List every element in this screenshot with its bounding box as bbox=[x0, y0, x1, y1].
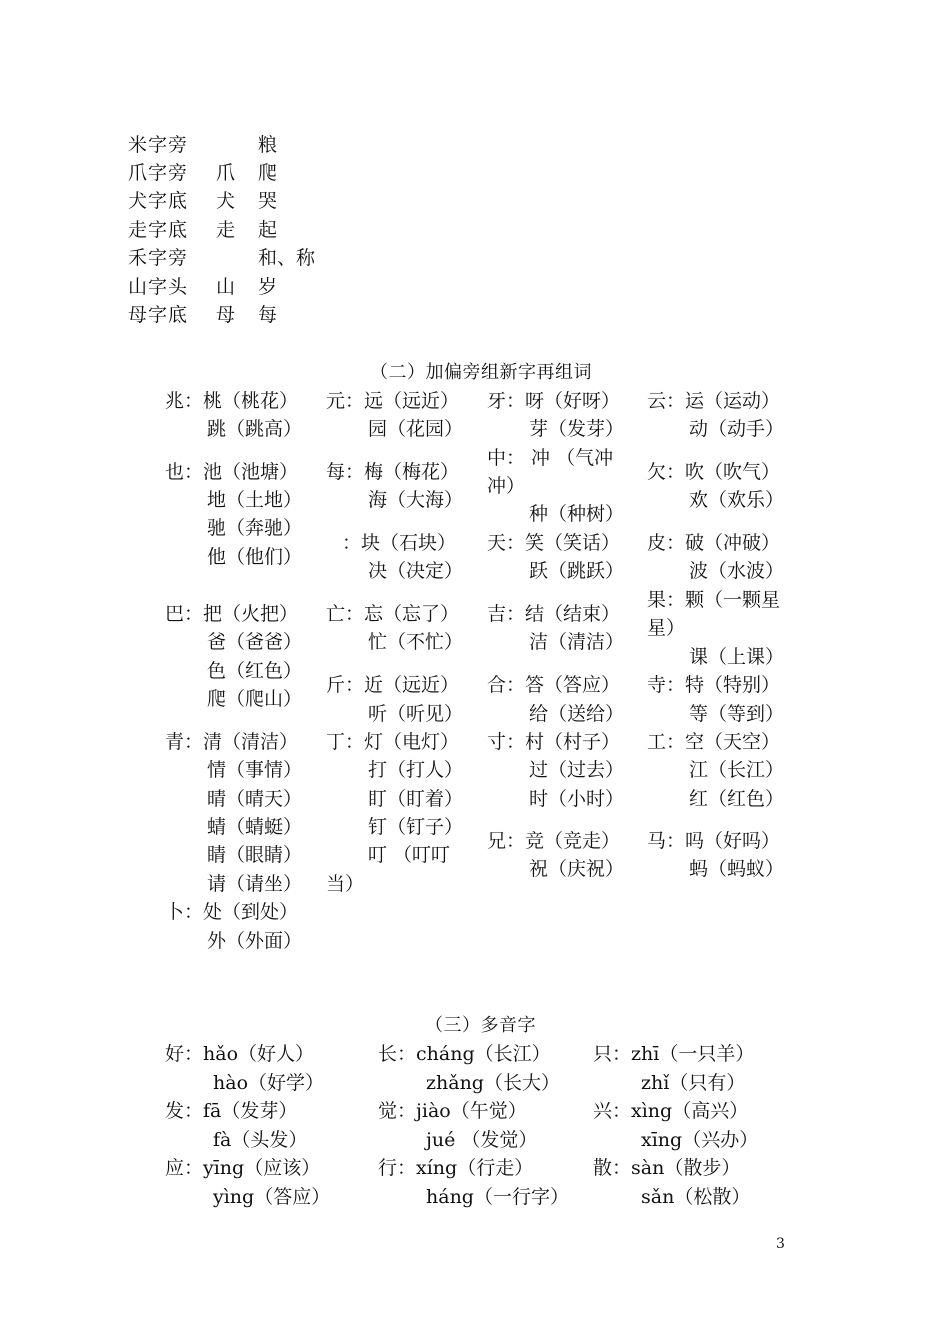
radical-name: 山字头 bbox=[128, 276, 189, 298]
word-entry: 元：远（远近） bbox=[326, 390, 460, 412]
word-entry: 给（送给） bbox=[529, 703, 625, 725]
word-entry: 冲） bbox=[487, 475, 526, 497]
word-entry: 爸（爸爸） bbox=[207, 631, 303, 653]
pinyin-entry: 长：cháng（长江） bbox=[378, 1043, 551, 1065]
word-entry: 寺：特（特别） bbox=[647, 674, 781, 696]
radical-chars: 哭 bbox=[258, 190, 278, 212]
page-number: 3 bbox=[776, 1236, 785, 1252]
word-entry: 决（决定） bbox=[368, 560, 464, 582]
pinyin-entry: 行：xíng（行走） bbox=[378, 1157, 534, 1179]
pinyin-entry: 发：fā（发芽） bbox=[165, 1100, 298, 1122]
word-entry: 兄：竞（竞走） bbox=[487, 830, 621, 852]
radical-chars: 岁 bbox=[258, 276, 278, 298]
radical-example: 走 bbox=[216, 219, 236, 241]
word-entry: 兆：桃（桃花） bbox=[165, 390, 299, 412]
pinyin-entry: xīng（兴办） bbox=[641, 1129, 759, 1151]
word-entry: 卜：处（到处） bbox=[165, 901, 299, 923]
word-entry: 叮 （叮叮 bbox=[368, 844, 451, 866]
word-entry: 蚂（蚂蚁） bbox=[689, 858, 785, 880]
word-entry: 每：梅（梅花） bbox=[326, 461, 460, 483]
radical-example: 犬 bbox=[216, 190, 236, 212]
word-entry: 牙：呀（好呀） bbox=[487, 390, 621, 412]
word-entry: 洁（清洁） bbox=[529, 631, 625, 653]
radical-example: 山 bbox=[216, 276, 236, 298]
pinyin-entry: 好：hǎo（好人） bbox=[165, 1043, 315, 1065]
radical-chars: 起 bbox=[258, 219, 278, 241]
word-entry: 色（红色） bbox=[207, 660, 303, 682]
word-entry: 马：吗（好吗） bbox=[647, 830, 781, 852]
pinyin-entry: sǎn（松散） bbox=[641, 1186, 751, 1208]
word-entry: 盯（盯着） bbox=[368, 788, 464, 810]
pinyin-entry: hào（好学） bbox=[213, 1072, 325, 1094]
word-entry: 外（外面） bbox=[207, 930, 303, 952]
pinyin-entry: háng（一行字） bbox=[426, 1186, 569, 1208]
word-entry: 蜻（蜻蜓） bbox=[207, 816, 303, 838]
radical-name: 犬字底 bbox=[128, 190, 189, 212]
word-entry: 时（小时） bbox=[529, 788, 625, 810]
radical-chars: 和、称 bbox=[258, 247, 316, 269]
word-entry: 工：空（天空） bbox=[647, 731, 781, 753]
word-entry: 中： 冲 （气冲 bbox=[487, 447, 614, 469]
word-entry: 请（请坐） bbox=[207, 873, 303, 895]
word-entry: 果：颗（一颗星 bbox=[647, 589, 781, 611]
radical-chars: 每 bbox=[258, 304, 278, 326]
word-entry: 跳（跳高） bbox=[207, 418, 303, 440]
word-entry: 青：清（清洁） bbox=[165, 731, 299, 753]
word-entry: 听（听见） bbox=[368, 703, 464, 725]
word-entry: 皮：破（冲破） bbox=[647, 532, 781, 554]
word-entry: 芽（发芽） bbox=[529, 418, 625, 440]
radical-name: 爪字旁 bbox=[128, 162, 189, 184]
word-entry: 亡：忘（忘了） bbox=[326, 603, 460, 625]
pinyin-entry: fà（头发） bbox=[213, 1129, 308, 1151]
word-entry: 吉：结（结束） bbox=[487, 603, 621, 625]
word-entry: 当） bbox=[326, 873, 365, 895]
word-entry: 爬（爬山） bbox=[207, 688, 303, 710]
word-entry: 跃（跳跃） bbox=[529, 560, 625, 582]
word-entry: 星） bbox=[647, 617, 686, 639]
radical-name: 禾字旁 bbox=[128, 247, 189, 269]
word-entry: 欢（欢乐） bbox=[689, 489, 785, 511]
radical-example: 母 bbox=[216, 304, 236, 326]
word-entry: 过（过去） bbox=[529, 759, 625, 781]
word-entry: 祝（庆祝） bbox=[529, 858, 625, 880]
word-entry: 波（水波） bbox=[689, 560, 785, 582]
section-3-heading: （三）多音字 bbox=[425, 1015, 536, 1036]
radical-chars: 粮 bbox=[258, 134, 278, 156]
radical-example: 爪 bbox=[216, 162, 236, 184]
word-entry: 地（土地） bbox=[207, 489, 303, 511]
word-entry: 寸：村（村子） bbox=[487, 731, 621, 753]
pinyin-entry: jué （发觉） bbox=[426, 1129, 538, 1151]
radical-name: 米字旁 bbox=[128, 134, 189, 156]
word-entry: 种（种树） bbox=[529, 503, 625, 525]
word-entry: 动（动手） bbox=[689, 418, 785, 440]
word-entry: 斤：近（远近） bbox=[326, 674, 460, 696]
word-entry: 巴：把（火把） bbox=[165, 603, 299, 625]
pinyin-entry: zhǎng（长大） bbox=[426, 1072, 560, 1094]
word-entry: 驰（奔驰） bbox=[207, 517, 303, 539]
pinyin-entry: 应：yīng（应该） bbox=[165, 1157, 321, 1179]
radical-chars: 爬 bbox=[258, 162, 278, 184]
pinyin-entry: 觉：jiào（午觉） bbox=[378, 1100, 527, 1122]
word-entry: 钉（钉子） bbox=[368, 816, 464, 838]
word-entry: 丁：灯（电灯） bbox=[326, 731, 460, 753]
word-entry: 忙（不忙） bbox=[368, 631, 464, 653]
word-entry: 打（打人） bbox=[368, 759, 464, 781]
word-entry: 情（事情） bbox=[207, 759, 303, 781]
word-entry: 园（花园） bbox=[368, 418, 464, 440]
section-2-heading: （二）加偏旁组新字再组词 bbox=[370, 362, 592, 383]
word-entry: 江（长江） bbox=[689, 759, 785, 781]
radical-name: 走字底 bbox=[128, 219, 189, 241]
word-entry: 他（他们） bbox=[207, 546, 303, 568]
word-entry: 云：运（运动） bbox=[647, 390, 781, 412]
pinyin-entry: 只：zhī（一只羊） bbox=[593, 1043, 755, 1065]
pinyin-entry: zhǐ（只有） bbox=[641, 1072, 746, 1094]
word-entry: 天：笑（笑话） bbox=[487, 532, 621, 554]
word-entry: 也：池（池塘） bbox=[165, 461, 299, 483]
pinyin-entry: 兴：xìng（高兴） bbox=[593, 1100, 749, 1122]
word-entry: 睛（眼睛） bbox=[207, 844, 303, 866]
pinyin-entry: yìng（答应） bbox=[213, 1186, 331, 1208]
radical-name: 母字底 bbox=[128, 304, 189, 326]
pinyin-entry: 散：sàn（散步） bbox=[593, 1157, 741, 1179]
word-entry: 晴（晴天） bbox=[207, 788, 303, 810]
word-entry: ：块（石块） bbox=[342, 532, 457, 554]
word-entry: 等（等到） bbox=[689, 703, 785, 725]
word-entry: 合：答（答应） bbox=[487, 674, 621, 696]
word-entry: 欠：吹（吹气） bbox=[647, 461, 781, 483]
word-entry: 课（上课） bbox=[689, 646, 785, 668]
word-entry: 红（红色） bbox=[689, 788, 785, 810]
word-entry: 海（大海） bbox=[368, 489, 464, 511]
